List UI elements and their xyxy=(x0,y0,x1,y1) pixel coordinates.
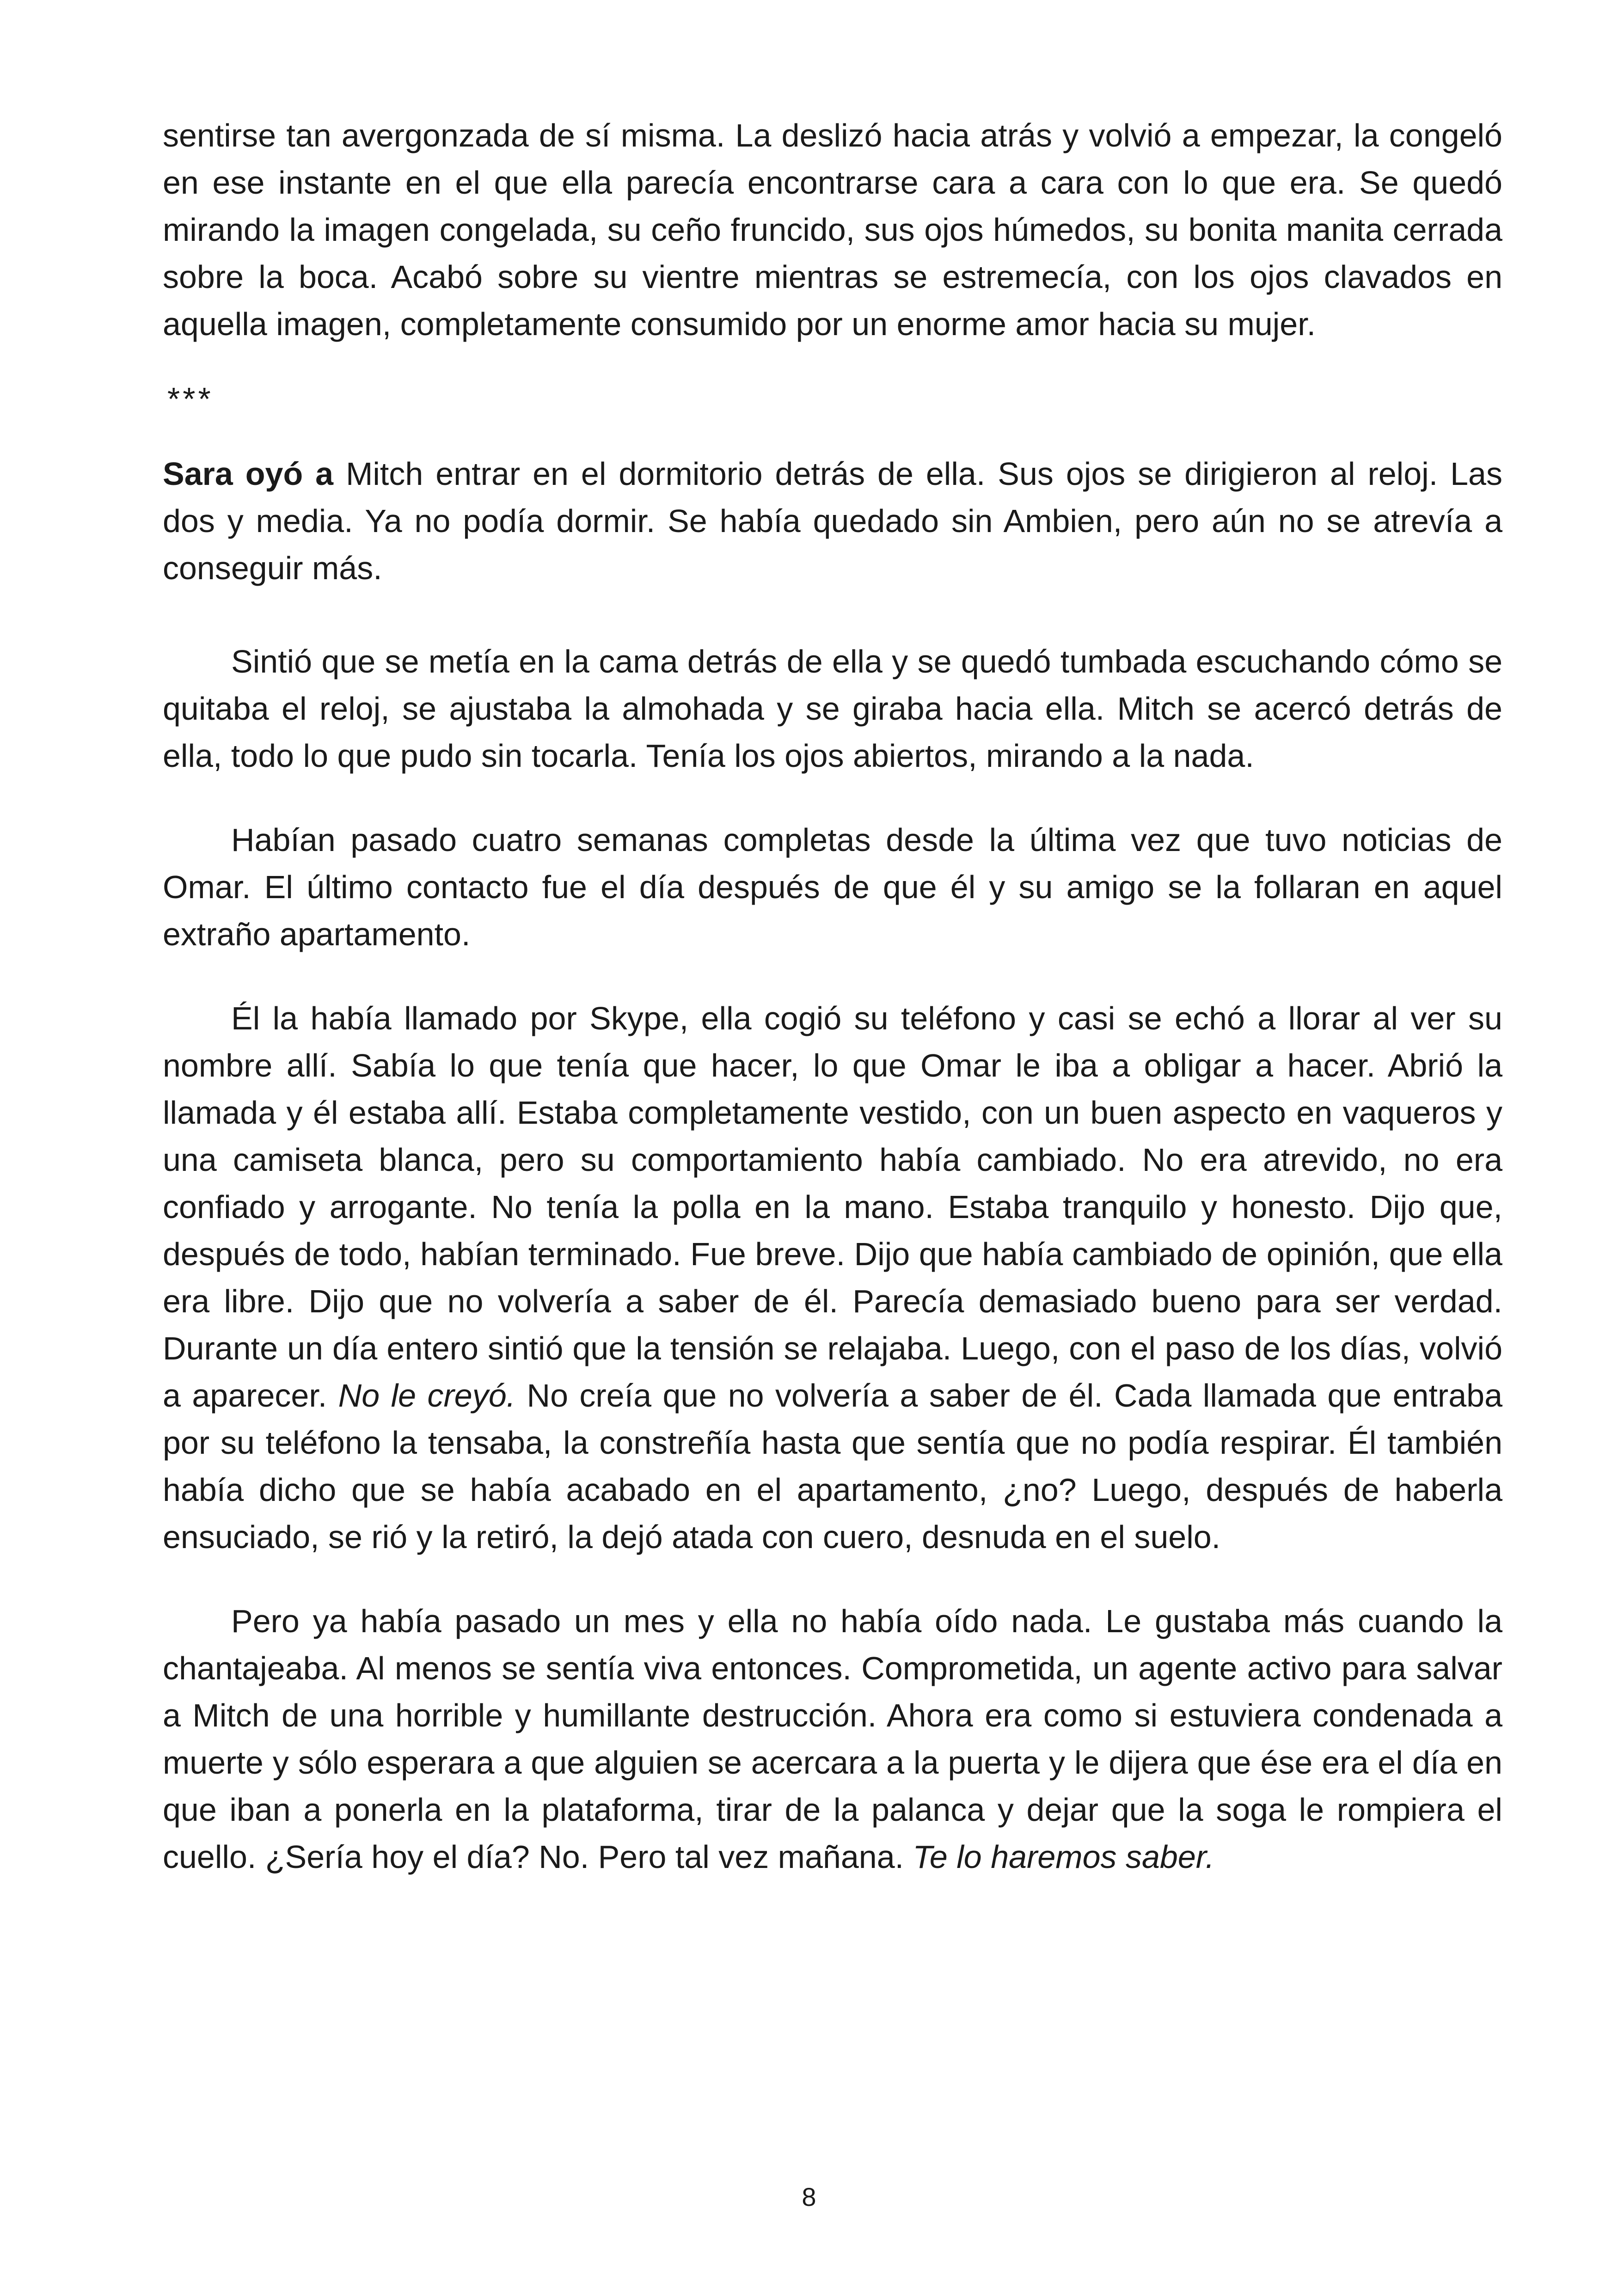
paragraph-1: sentirse tan avergonzada de sí misma. La deslizó hacia atrás y volvió a empezar, la congeló en ese instante en el que ella parecía encontrarse cara a cara con lo que era. Se quedó mirando la imagen congelada, su ceño fruncido, sus ojos húmedos, su bonita manita cerrada sobre la boca. Acabó sobre su vientre mientras se estremecía, con los ojos clavados en aquella imagen, completamente consumido por un enorme amor hacia su mujer. xyxy=(163,117,1502,342)
paragraph-6-text: Pero ya había pasado un mes y ella no había oído nada. Le gustaba más cuando la chantajeaba. Al menos se sentía viva entonces. Comprometida, un agente activo para salvar a Mitch de una horrible y humillante destrucción. Ahora era como si estuviera condenada a muerte y sólo esperara a que alguien se acercara a la puerta y le dijera que ése era el día en que iban a ponerla en la plataforma, tirar de la palanca y dejar que la soga le rompiera el cuello. ¿Sería hoy el día? No. Pero tal vez mañana. xyxy=(163,1603,1502,1875)
page-number: 8 xyxy=(802,2182,816,2211)
paragraph-5 xyxy=(163,995,1502,1561)
paragraph-5-text-b: No creía que no volvería a saber de él. Cada llamada que entraba por su teléfono la tensaba, la constreñía hasta que sentía que no podía respirar. Él también había dicho que se había acabado en el apartamento, ¿no? Luego, después de haberla ensuciado, se rió y la retiró, la dejó atada con cuero, desnuda en el suelo. xyxy=(163,1378,1503,1555)
paragraph-6-italic: Te lo haremos saber. xyxy=(913,1839,1214,1875)
paragraph-5-text-a: Él la había llamado por Skype, ella cogió su teléfono y casi se echó a llorar al ver su nombre allí. Sabía lo que tenía que hacer, lo que Omar le iba a obligar a hacer. Abrió la llamada y él estaba allí. Estaba completamente vestido, con un buen aspecto en vaqueros y una camiseta blanca, pero su comportamiento había cambiado. No era atrevido, no era confiado y arrogante. No tenía la polla en la mano. Estaba tranquilo y honesto. Dijo que, después de todo, habían terminado. Fue breve. Dijo que había cambiado de opinión, que ella era libre. Dijo que no volvería a saber de él. Parecía demasiado bueno para ser verdad. Durante un día entero sintió que la tensión se relajaba. Luego, con el paso de los días, volvió a aparecer. xyxy=(163,1000,1502,1414)
page-body xyxy=(163,112,1502,1880)
paragraph-3: Sintió que se metía en la cama detrás de ella y se quedó tumbada escuchando cómo se quitaba el reloj, se ajustaba la almohada y se giraba hacia ella. Mitch se acercó detrás de ella, todo lo que pudo sin tocarla. Tenía los ojos abiertos, mirando a la nada. xyxy=(163,643,1502,774)
paragraph-2-text: Mitch entrar en el dormitorio detrás de ella. Sus ojos se dirigieron al reloj. Las dos y media. Ya no podía dormir. Se había quedado sin Ambien, pero aún no se atrevía a conseguir más. xyxy=(163,456,1502,586)
scene-separator: *** xyxy=(167,381,214,417)
paragraph-2-lead: Sara oyó a xyxy=(163,456,334,492)
paragraph-4: Habían pasado cuatro semanas completas desde la última vez que tuvo noticias de Omar. El último contacto fue el día después de que él y su amigo se la follaran en aquel extraño apartamento. xyxy=(163,822,1502,952)
paragraph-6 xyxy=(163,1598,1502,1880)
paragraph-2 xyxy=(163,450,1502,592)
paragraph-5-italic: No le creyó. xyxy=(338,1378,516,1414)
